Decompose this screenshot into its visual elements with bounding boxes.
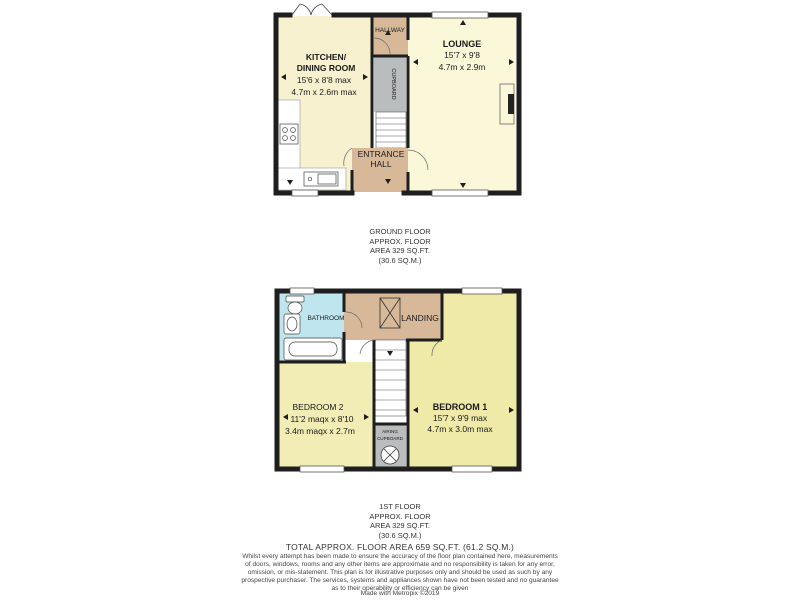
disclaimer-line: omission, or mis-statement. This plan is for illustrative purposes only and should be used as such by any xyxy=(247,568,553,576)
hallway xyxy=(372,16,408,56)
kitchen-metric: 4.7m x 2.6m max xyxy=(291,87,357,97)
worktop-bottom xyxy=(276,168,346,190)
hallway-label: HALLWAY xyxy=(375,27,405,34)
kitchen-name-line1: KITCHEN/ xyxy=(305,52,347,62)
metropix-credit: Made with Metropix ©2019 xyxy=(360,590,440,597)
bathroom-label: BATHROOM xyxy=(307,315,345,322)
ground-note-line: GROUND FLOOR xyxy=(369,227,431,236)
disclaimer-line: of doors, windows, rooms and any other items are approximate and no responsibility is taken for any error, xyxy=(245,560,555,568)
kitchen-name-line2: DINING ROOM xyxy=(296,63,356,73)
first-note-line: AREA 329 SQ.FT. xyxy=(369,521,431,530)
bedroom2-name: BEDROOM 2 xyxy=(292,402,344,412)
fireplace-hearth xyxy=(508,94,514,114)
ground-floor-plan xyxy=(276,4,519,196)
first-note-line: APPROX. FLOOR xyxy=(369,511,431,521)
tank-icon xyxy=(381,446,399,464)
ground-note-line: (30.6 SQ.M.) xyxy=(378,255,422,265)
landing-label: LANDING xyxy=(401,313,439,323)
entrance-hall-line1: ENTRANCE xyxy=(357,149,405,159)
cupboard-label: CUPBOARD xyxy=(390,68,396,100)
bath-icon xyxy=(284,338,342,360)
lounge-metric: 4.7m x 2.9m xyxy=(438,62,486,72)
disclaimer-line: prospective purchaser. The services, systems and appliances shown have not been tested and no guarantee xyxy=(241,576,559,584)
cupboard xyxy=(374,56,406,112)
bedroom1-name: BEDROOM 1 xyxy=(432,402,488,412)
lounge-name: LOUNGE xyxy=(442,39,482,49)
toilet-icon xyxy=(286,296,304,314)
ground-floor-area-note xyxy=(330,227,470,265)
bedroom1-metric: 4.7m x 3.0m max xyxy=(427,424,493,434)
ground-note-line: APPROX. FLOOR xyxy=(369,236,431,246)
lounge-imperial: 15'7 x 9'8 xyxy=(444,50,480,60)
first-note-line: (30.6 SQ.M.) xyxy=(378,530,422,540)
bedroom2-metric: 3.4m maqx x 2.7m xyxy=(285,426,355,436)
back-door-icon xyxy=(292,4,332,15)
total-floor-area: TOTAL APPROX. FLOOR AREA 659 SQ.FT. (61.2 SQ.M.) xyxy=(285,542,515,552)
disclaimer-line: as to their operability or efficiency can be given xyxy=(331,584,469,592)
ground-note-line: AREA 329 SQ.FT. xyxy=(369,246,431,255)
basin-icon xyxy=(284,314,300,334)
entrance-hall-line2: HALL xyxy=(370,159,392,169)
first-floor-plan xyxy=(277,288,519,472)
bedroom1-imperial: 15'7 x 9'9 max xyxy=(432,413,488,423)
airing-cupboard-line2: CUPBOARD xyxy=(376,436,404,441)
disclaimer xyxy=(230,553,570,593)
bedroom2-imperial: 11'2 maqx x 8'10 xyxy=(290,414,354,424)
disclaimer-line: Whilst every attempt has been made to ensure the accuracy of the floor plan contained here, measurements xyxy=(242,553,558,560)
first-note-line: 1ST FLOOR xyxy=(379,502,421,511)
first-floor-area-note xyxy=(330,502,470,540)
airing-cupboard-line1: AIRING xyxy=(382,429,398,434)
kitchen-imperial: 15'6 x 8'8 max xyxy=(296,75,352,85)
